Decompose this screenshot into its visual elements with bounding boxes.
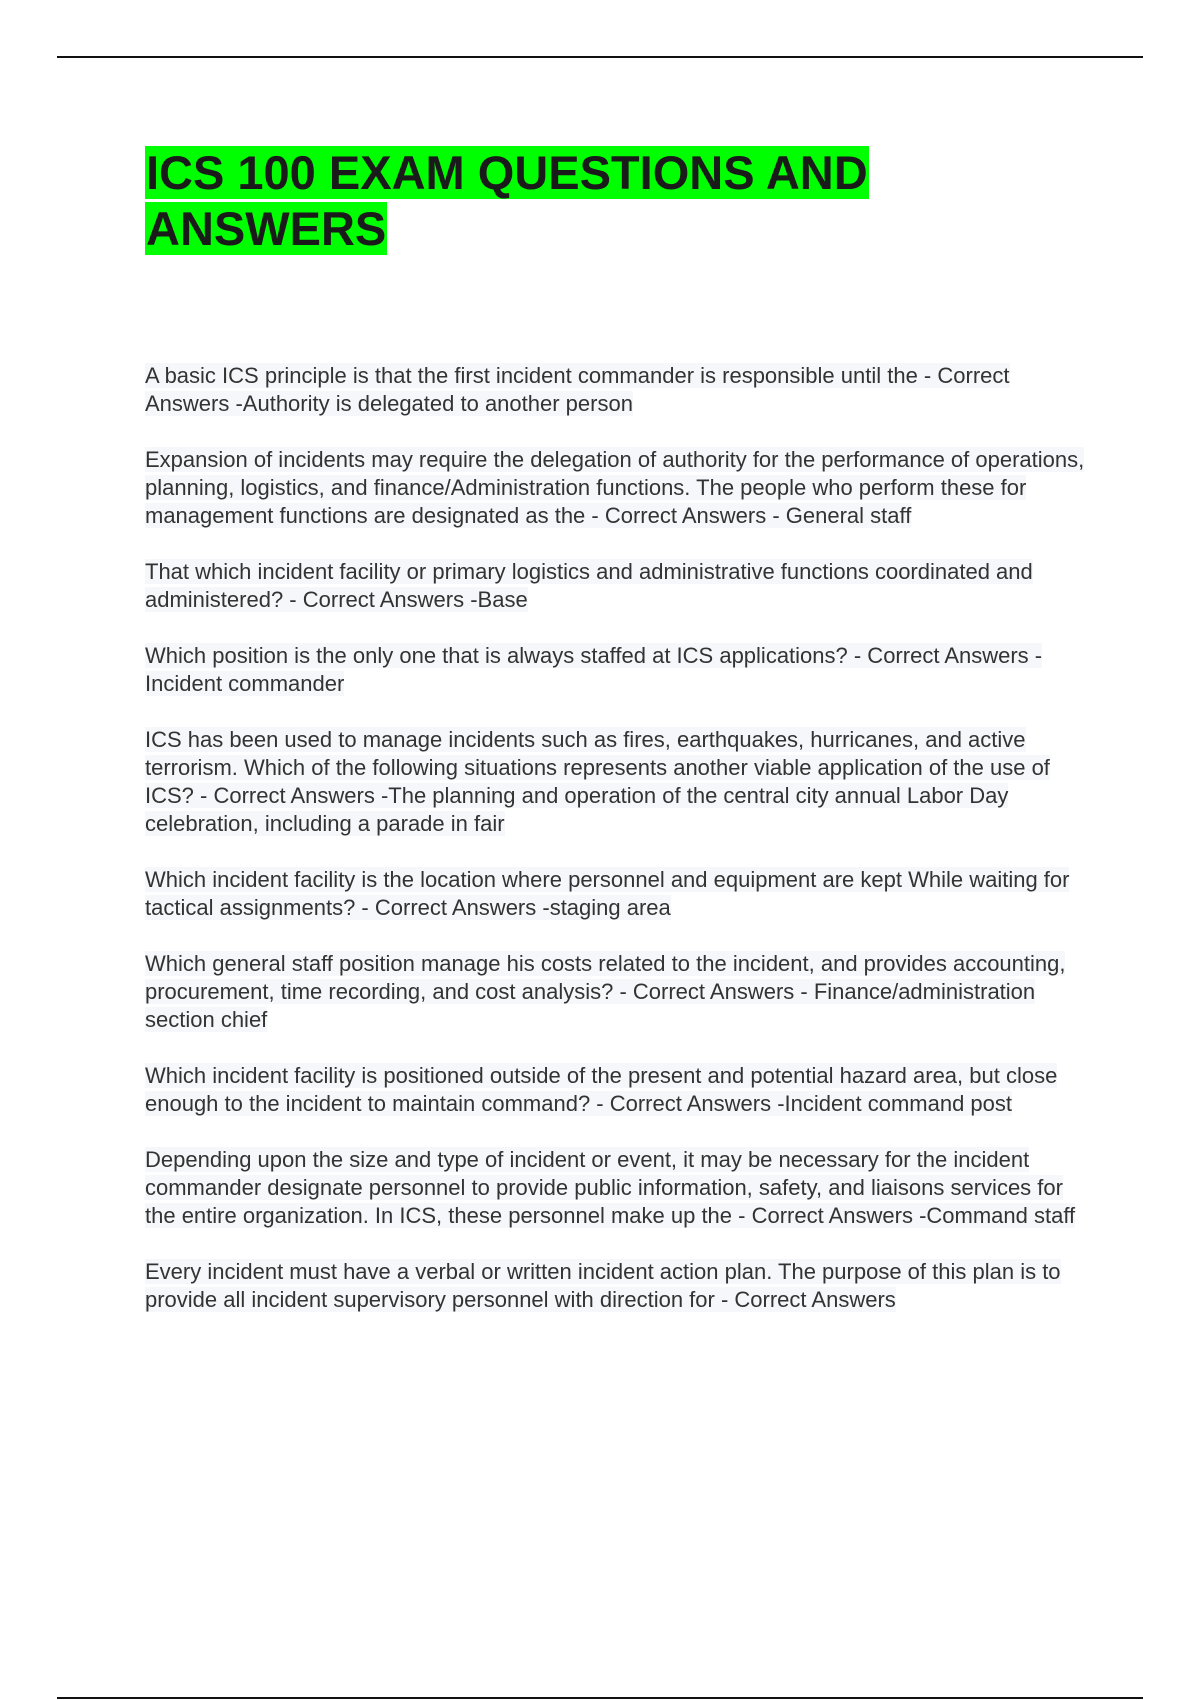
- document-title: [145, 145, 905, 257]
- qa-text: Which general staff position manage his costs related to the incident, and provides accounting, procurement, time recording, and cost analysis? - Correct Answers - Finance/administration section chief: [145, 951, 1066, 1032]
- qa-text: Depending upon the size and type of incident or event, it may be necessary for the incident commander designate personnel to provide public information, safety, and liaisons services for the entire organization. In ICS, these personnel make up the - Correct Answers -Command staff: [145, 1147, 1076, 1228]
- qa-text: Expansion of incidents may require the delegation of authority for the performance of operations, planning, logistics, and finance/Administration functions. The people who perform these for management functions are designated as the - Correct Answers - General staff: [145, 447, 1085, 528]
- qa-text: That which incident facility or primary logistics and administrative functions coordinated and administered? - Correct Answers -Base: [145, 559, 1033, 612]
- qa-text: Which incident facility is positioned outside of the present and potential hazard area, but close enough to the incident to maintain command? - Correct Answers -Incident command post: [145, 1063, 1058, 1116]
- qa-item: [145, 1258, 1095, 1314]
- qa-item: [145, 726, 1095, 838]
- title-highlight: ICS 100 EXAM QUESTIONS AND ANSWERS: [146, 146, 868, 255]
- qa-text: Which incident facility is the location where personnel and equipment are kept While waiting for tactical assignments? - Correct Answers -staging area: [145, 867, 1070, 920]
- qa-list: [145, 362, 1095, 1314]
- qa-item: [145, 362, 1095, 418]
- qa-text: Every incident must have a verbal or written incident action plan. The purpose of this plan is to provide all incident supervisory personnel with direction for - Correct Answers: [145, 1259, 1061, 1312]
- qa-item: [145, 642, 1095, 698]
- qa-item: [145, 1062, 1095, 1118]
- qa-item: [145, 950, 1095, 1034]
- qa-item: [145, 446, 1095, 530]
- document-body: [145, 145, 1095, 1342]
- bottom-rule: [57, 1697, 1143, 1699]
- qa-item: [145, 558, 1095, 614]
- qa-text: ICS has been used to manage incidents such as fires, earthquakes, hurricanes, and active terrorism. Which of the following situations represents another viable application of the use of ICS? - Correct Answers -The planning and operation of the central city annual Labor Day celebration, including a parade in fair: [145, 727, 1050, 836]
- qa-text: Which position is the only one that is always staffed at ICS applications? - Correct Answers -Incident commander: [145, 643, 1043, 696]
- qa-item: [145, 866, 1095, 922]
- top-rule: [57, 56, 1143, 58]
- qa-text: A basic ICS principle is that the first incident commander is responsible until the - Correct Answers -Authority is delegated to another person: [145, 363, 1010, 416]
- qa-item: [145, 1146, 1095, 1230]
